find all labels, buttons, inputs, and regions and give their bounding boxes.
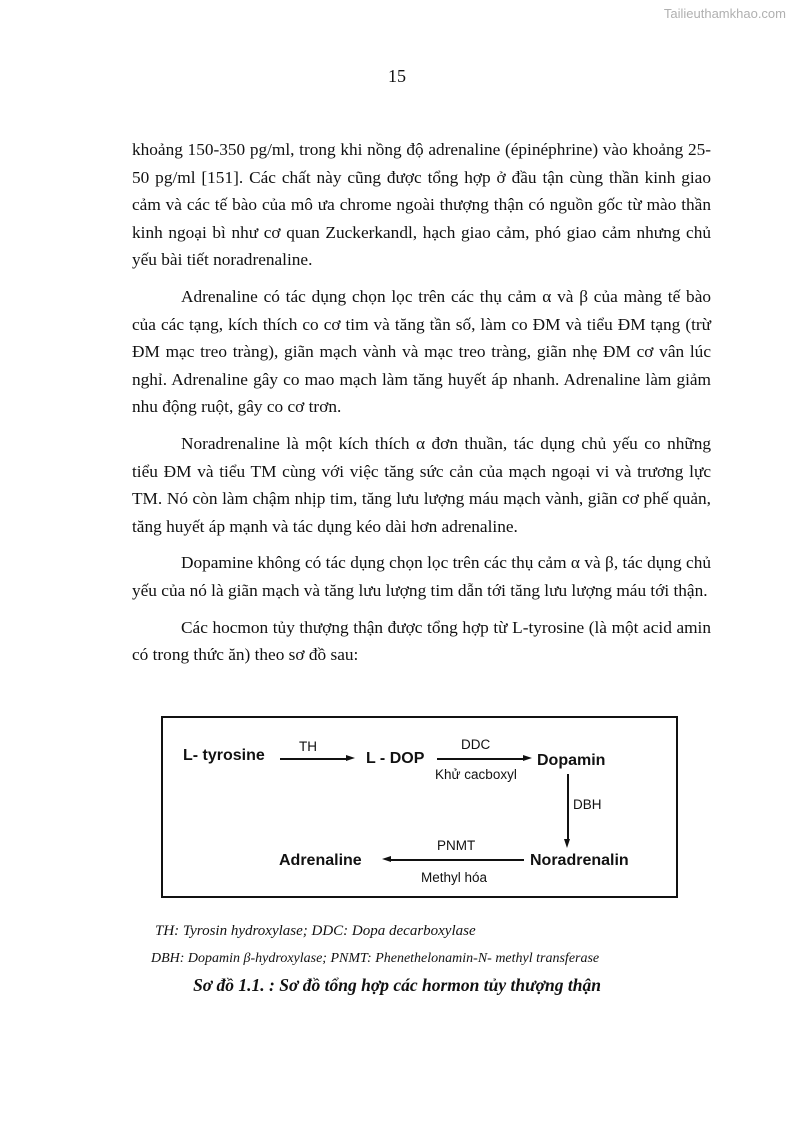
arrow-dbh-head <box>564 839 570 848</box>
label-khu-cacboxyl: Khử cacboxyl <box>435 767 517 782</box>
body-text <box>132 136 711 678</box>
arrow-ddc-shaft <box>437 758 525 760</box>
node-adrenaline: Adrenaline <box>279 852 362 869</box>
legend-line-2: DBH: Dopamin β-hydroxylase; PNMT: Phenethelonamin-N- methyl transferase <box>151 951 600 966</box>
page-number: 15 <box>388 66 406 86</box>
arrow-th-shaft <box>280 758 347 760</box>
node-dopamin: Dopamin <box>537 752 606 769</box>
paragraph-5: Các hocmon tủy thượng thận được tổng hợp từ L-tyrosine (là một acid amin có trong thức ăn) theo sơ đồ sau: <box>132 617 711 665</box>
legend-line-1: TH: Tyrosin hydroxylase; DDC: Dopa decarboxylase <box>155 923 476 939</box>
label-methyl-hoa: Methyl hóa <box>421 870 488 885</box>
arrow-dbh-shaft <box>567 774 569 840</box>
arrow-th-head <box>346 755 355 761</box>
paragraph-3: Noradrenaline là một kích thích α đơn thuần, tác dụng chủ yếu co những tiểu ĐM và tiểu TM cùng với việc tăng sức cản của mạch ngoại vi và trương lực TM. Nó còn làm chậm nhịp tim, tăng lưu lượng máu mạch vành, giãn cơ phế quản, tăng huyết áp mạnh và tác dụng kéo dài hơn adrenaline. <box>132 433 711 536</box>
watermark: Tailieuthamkhao.com <box>663 6 786 21</box>
paragraph-4: Dopamine không có tác dụng chọn lọc trên các thụ cảm α và β, tác dụng chủ yếu của nó là giãn mạch và tăng lưu lượng tim dẫn tới tăng lưu lượng máu tới thận. <box>132 553 711 600</box>
paragraph-1: khoảng 150-350 pg/ml, trong khi nồng độ adrenaline (épinéphrine) vào khoảng 25-50 pg/ml [151]. Các chất này cũng được tổng hợp ở đầu tận cùng thần kinh giao cảm và các tế bào của mô ưa chrome ngoài thượng thận có nguồn gốc từ mào thần kinh ngoại bì như cơ quan Zuckerkandl, hạch giao cảm, phó giao cảm nhưng chủ yếu bài tiết noradrenaline. <box>132 140 711 270</box>
node-noradrenalin: Noradrenalin <box>530 852 629 869</box>
label-ddc: DDC <box>461 737 491 752</box>
paragraph-2: Adrenaline có tác dụng chọn lọc trên các thụ cảm α và β của màng tế bào của các tạng, kích thích co cơ tim và tăng tần số, làm co ĐM và tiểu ĐM tạng (trừ ĐM mạc treo tràng), giãn mạch vành và mạc treo tràng, giãn nhẹ ĐM cơ vân lúc nghỉ. Adrenaline gây co mao mạch làm tăng huyết áp nhanh. Adrenaline làm giảm nhu động ruột, gây co cơ trơn. <box>132 286 711 417</box>
arrow-ddc-head <box>523 755 532 761</box>
label-pnmt: PNMT <box>437 838 476 853</box>
label-th: TH <box>299 739 317 754</box>
node-l-tyrosine: L- tyrosine <box>183 747 265 764</box>
label-dbh: DBH <box>573 797 602 812</box>
node-l-dop: L - DOP <box>366 750 425 767</box>
synthesis-diagram <box>161 716 678 898</box>
arrow-pnmt-shaft <box>390 859 524 861</box>
figure-caption: Sơ đồ 1.1. : Sơ đồ tổng hợp các hormon tủy thượng thận <box>193 975 601 995</box>
